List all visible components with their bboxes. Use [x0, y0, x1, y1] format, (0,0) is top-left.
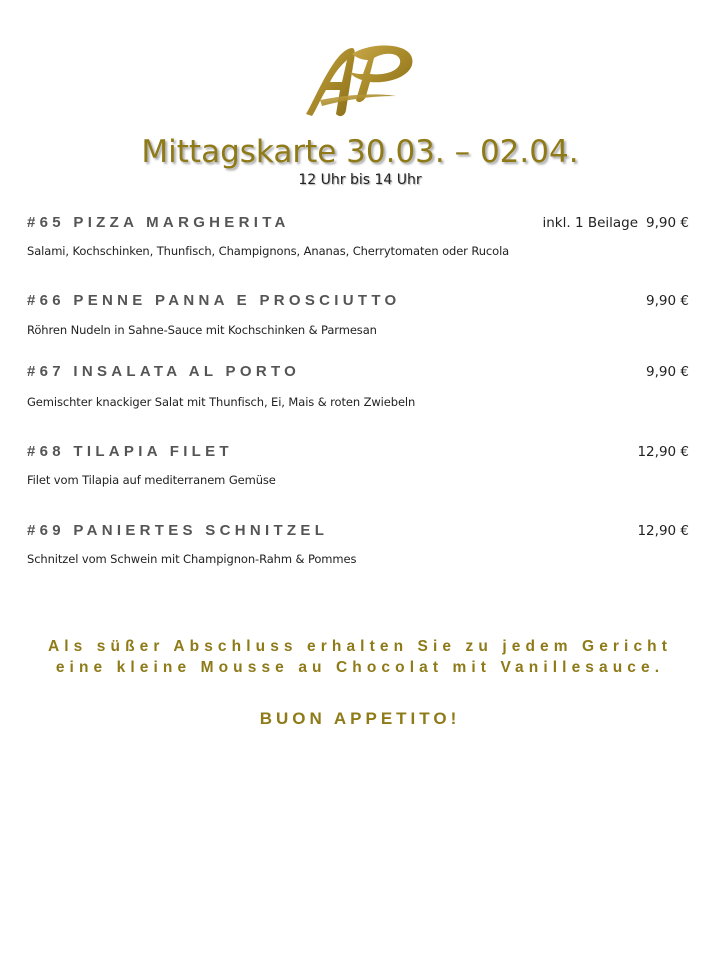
dish-name: #69 PANIERTES SCHNITZEL	[27, 522, 329, 539]
buon-appetito: BUON APPETITO!	[259, 709, 461, 728]
menu-item	[27, 521, 689, 567]
dish-description: Schnitzel vom Schwein mit Champignon-Rahm & Pommes	[27, 552, 357, 566]
dish-price: 9,90 €	[646, 293, 689, 309]
menu-title: Mittagskarte 30.03. – 02.04.	[141, 134, 579, 170]
dish-name: #67 INSALATA AL PORTO	[27, 363, 301, 380]
dessert-note-line2: eine kleine Mousse au Chocolat mit Vanillesauce.	[55, 659, 665, 676]
menu-item	[27, 442, 689, 488]
menu-time: 12 Uhr bis 14 Uhr	[298, 172, 422, 188]
dessert-note	[0, 636, 720, 678]
restaurant-logo	[300, 40, 418, 120]
dish-description: Salami, Kochschinken, Thunfisch, Champignons, Ananas, Cherrytomaten oder Rucola	[27, 244, 510, 258]
menu-item	[27, 362, 689, 410]
dish-price: 12,90 €	[637, 444, 689, 460]
dish-name: #65 PIZZA MARGHERITA	[27, 214, 290, 231]
dish-description: Gemischter knackiger Salat mit Thunfisch, Ei, Mais & roten Zwiebeln	[27, 395, 416, 409]
dish-name: #68 TILAPIA FILET	[27, 443, 233, 460]
menu-item	[27, 291, 689, 338]
dish-description: Filet vom Tilapia auf mediterranem Gemüse	[27, 473, 276, 487]
menu-item	[27, 213, 689, 259]
dish-price: 12,90 €	[637, 523, 689, 539]
dish-price: 9,90 €	[646, 364, 689, 380]
dish-price: 9,90 €	[646, 215, 689, 231]
dessert-note-line1: Als süßer Abschluss erhalten Sie zu jedem Gericht	[47, 638, 673, 655]
dish-description: Röhren Nudeln in Sahne-Sauce mit Kochschinken & Parmesan	[27, 323, 377, 337]
dish-note: inkl. 1 Beilage	[542, 215, 639, 231]
dish-name: #66 PENNE PANNA E PROSCIUTTO	[27, 292, 401, 309]
